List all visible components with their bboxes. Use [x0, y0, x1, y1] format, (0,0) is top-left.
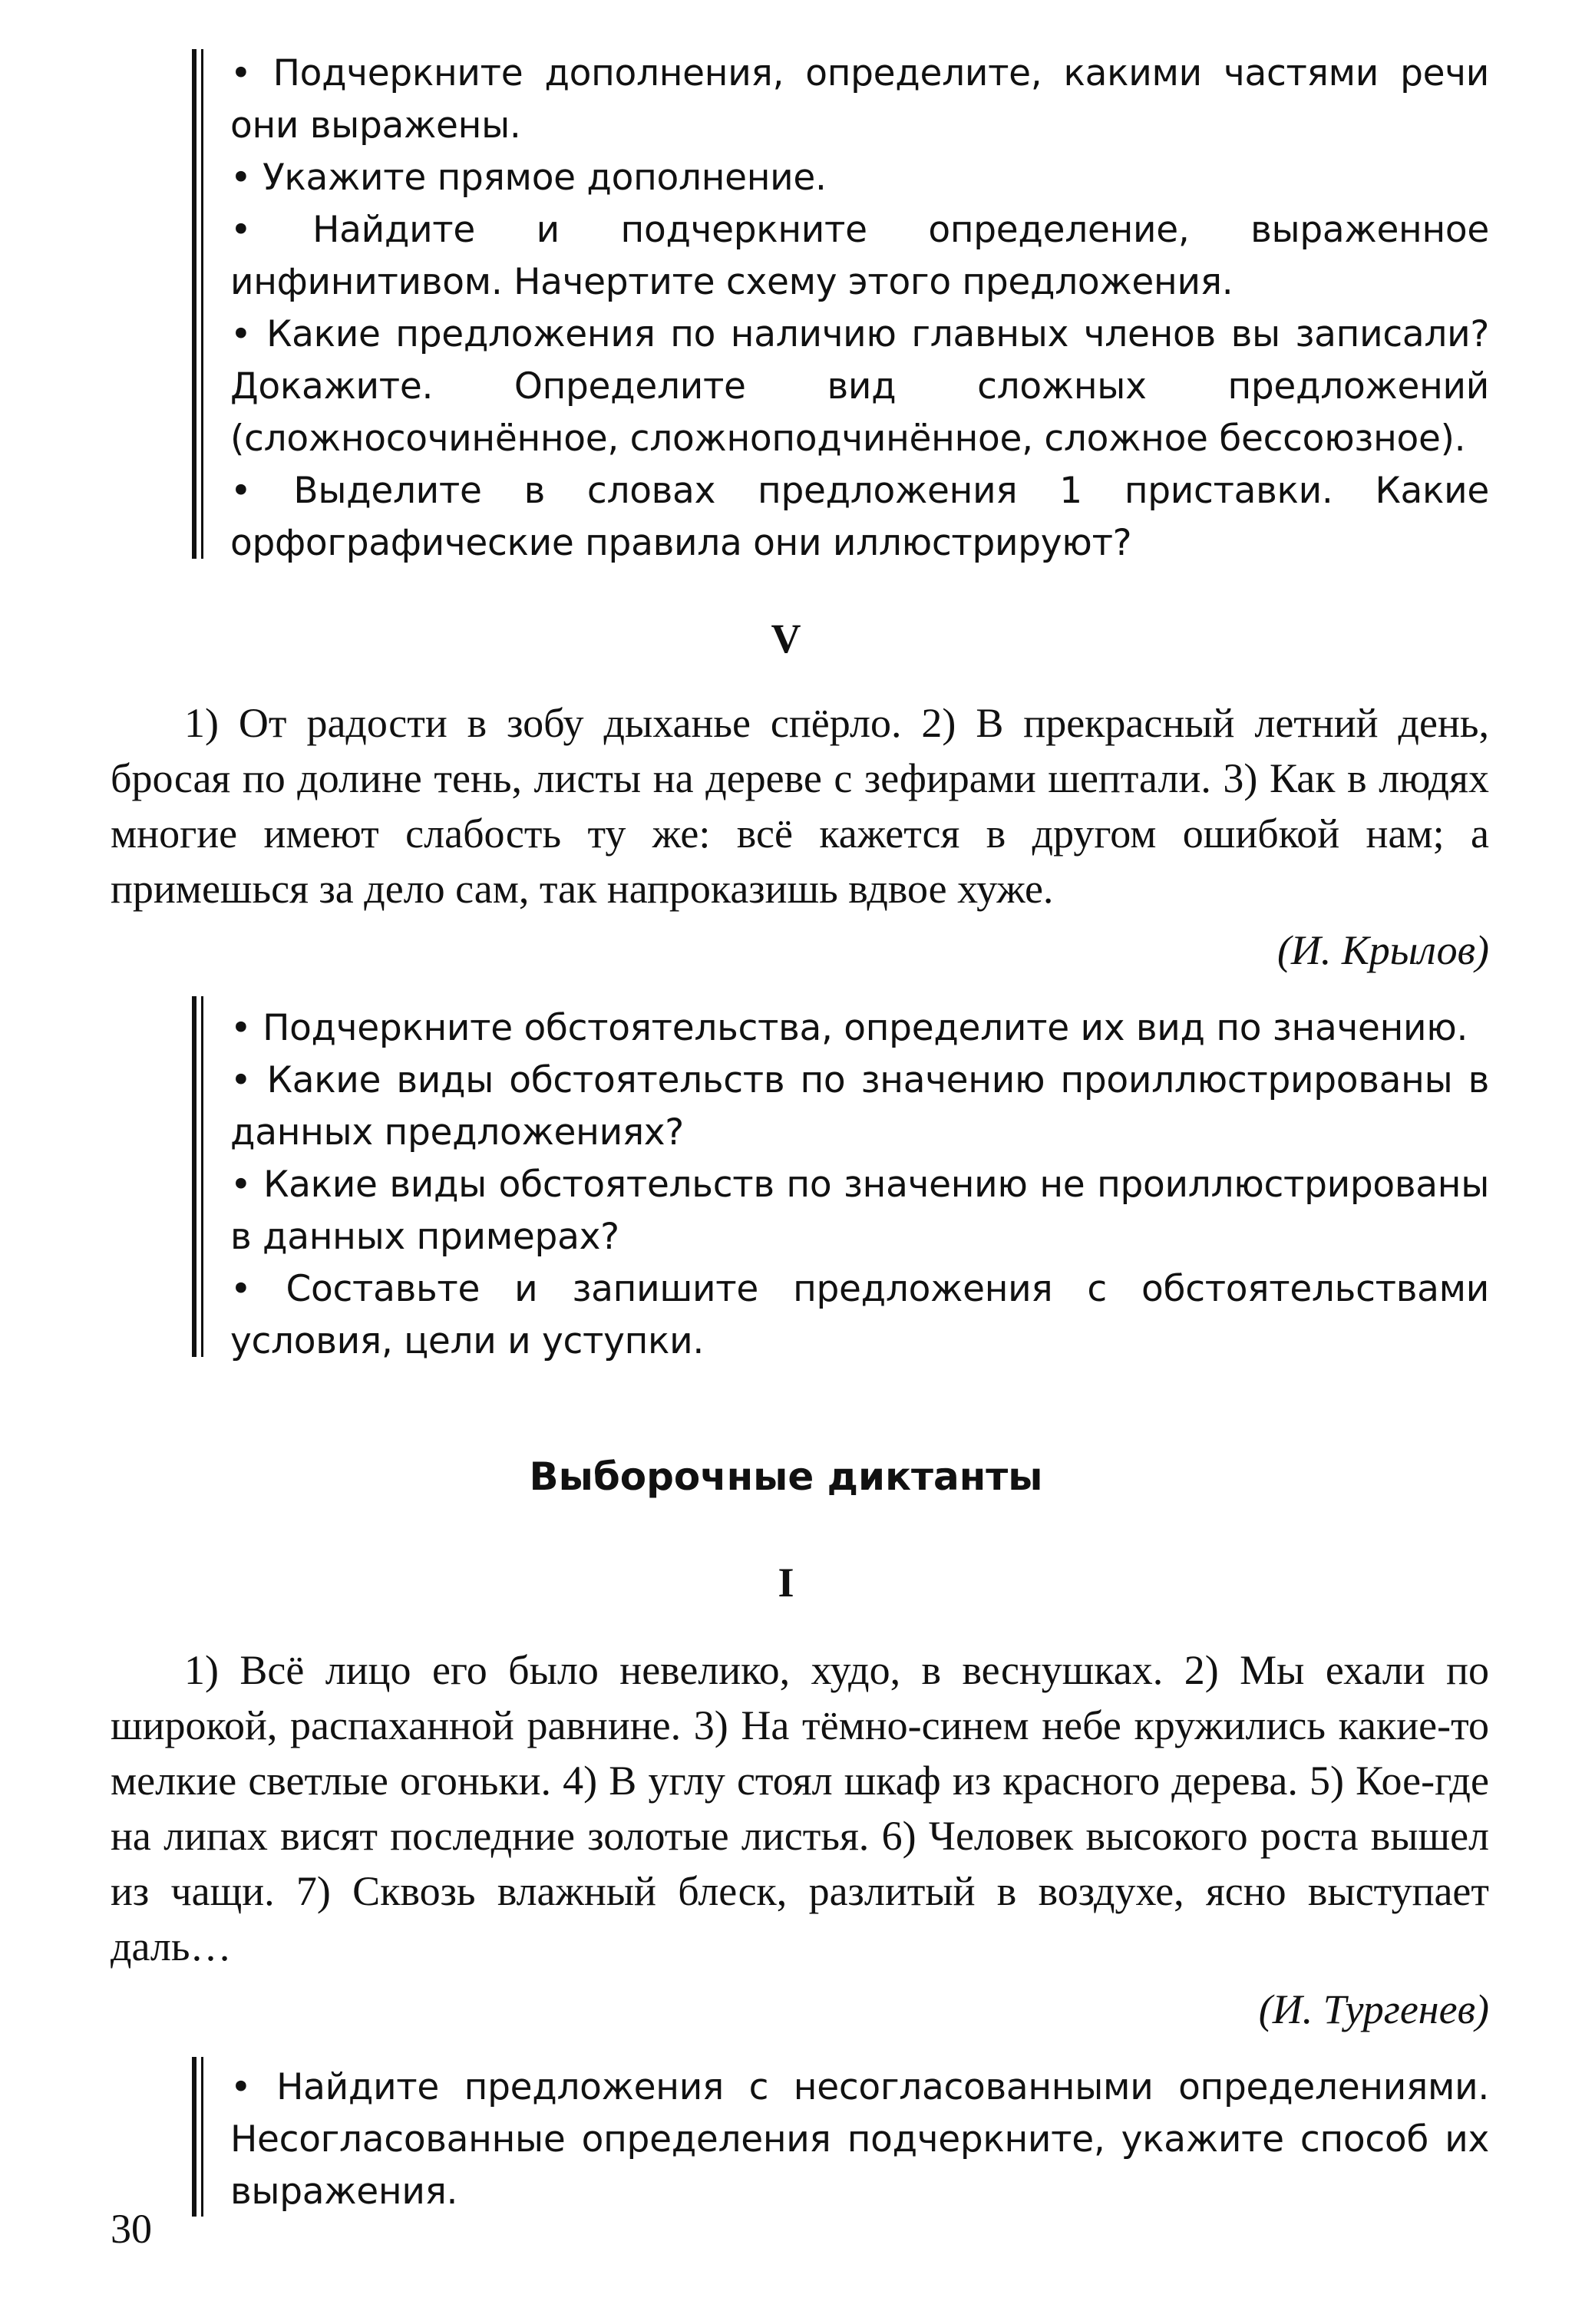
- task-item: • Подчеркните обстоятельства, определите их вид по значению.: [230, 1007, 1468, 1049]
- block1-rule-inner: [201, 49, 203, 559]
- block1-rule-outer: [192, 49, 196, 559]
- task-item: • Какие виды обстоятельств по значению не проиллюстрированы в данных примерах?: [230, 1164, 1489, 1258]
- block3-rule-inner: [201, 2057, 203, 2217]
- task-item: • Составьте и запишите предложения с обстоятельствами условия, цели и уступки.: [230, 1268, 1489, 1362]
- task-block-1: [230, 48, 1489, 569]
- task-item: • Найдите и подчеркните определение, выраженное инфинитивом. Начертите схему этого предложения.: [230, 209, 1489, 303]
- author-attribution: (И. Крылов): [1276, 927, 1489, 973]
- exercise-numeral: I: [778, 1560, 794, 1606]
- block3-rule-outer: [192, 2057, 196, 2217]
- task-block-2: [230, 1002, 1489, 1368]
- task-item: • Какие виды обстоятельств по значению проиллюстрированы в данных предложениях?: [230, 1059, 1489, 1154]
- task-item: • Выделите в словах предложения 1 приставки. Какие орфографические правила они иллюстрируют?: [230, 470, 1489, 564]
- page-number: 30: [111, 2206, 152, 2252]
- block2-rule-inner: [201, 996, 203, 1357]
- task-item: • Найдите предложения с несогласованными определениями. Несогласованные определения подчеркните, укажите способ их выражения.: [230, 2066, 1489, 2213]
- exercise-text: [111, 1642, 1489, 1974]
- exercise-numeral: V: [771, 616, 801, 662]
- section-title: Выборочные диктанты: [529, 1454, 1043, 1499]
- exercise-paragraph: 1) От радости в зобу дыханье спёрло. 2) В прекрасный летний день, бросая по долине тень, листы на дереве с зефирами шептали. 3) Как в людях многие имеют слабость ту же: всё кажется в другом ошибкой нам; а примешься за дело сам, так напроказишь вдвое хуже.: [111, 700, 1489, 912]
- block2-rule-outer: [192, 996, 196, 1357]
- exercise-text: [111, 695, 1489, 916]
- author-attribution: (И. Тургенев): [1258, 1986, 1489, 2032]
- task-item: • Укажите прямое дополнение.: [230, 157, 827, 199]
- task-item: • Какие предложения по наличию главных членов вы записали? Докажите. Определите вид сложных предложений (сложносочинённое, сложноподчинённое, сложное бессоюзное).: [230, 313, 1489, 460]
- exercise-paragraph: 1) Всё лицо его было невелико, худо, в веснушках. 2) Мы ехали по широкой, распаханной равнине. 3) На тёмно-синем небе кружились какие-то мелкие светлые огоньки. 4) В углу стоял шкаф из красного дерева. 5) Кое-где на липах висят последние золотые листья. 6) Человек высокого роста вышел из чащи. 7) Сквозь влажный блеск, разлитый в воздухе, ясно выступает даль…: [111, 1647, 1489, 1969]
- task-block-3: [230, 2062, 1489, 2218]
- task-item: • Подчеркните дополнения, определите, какими частями речи они выражены.: [230, 52, 1489, 147]
